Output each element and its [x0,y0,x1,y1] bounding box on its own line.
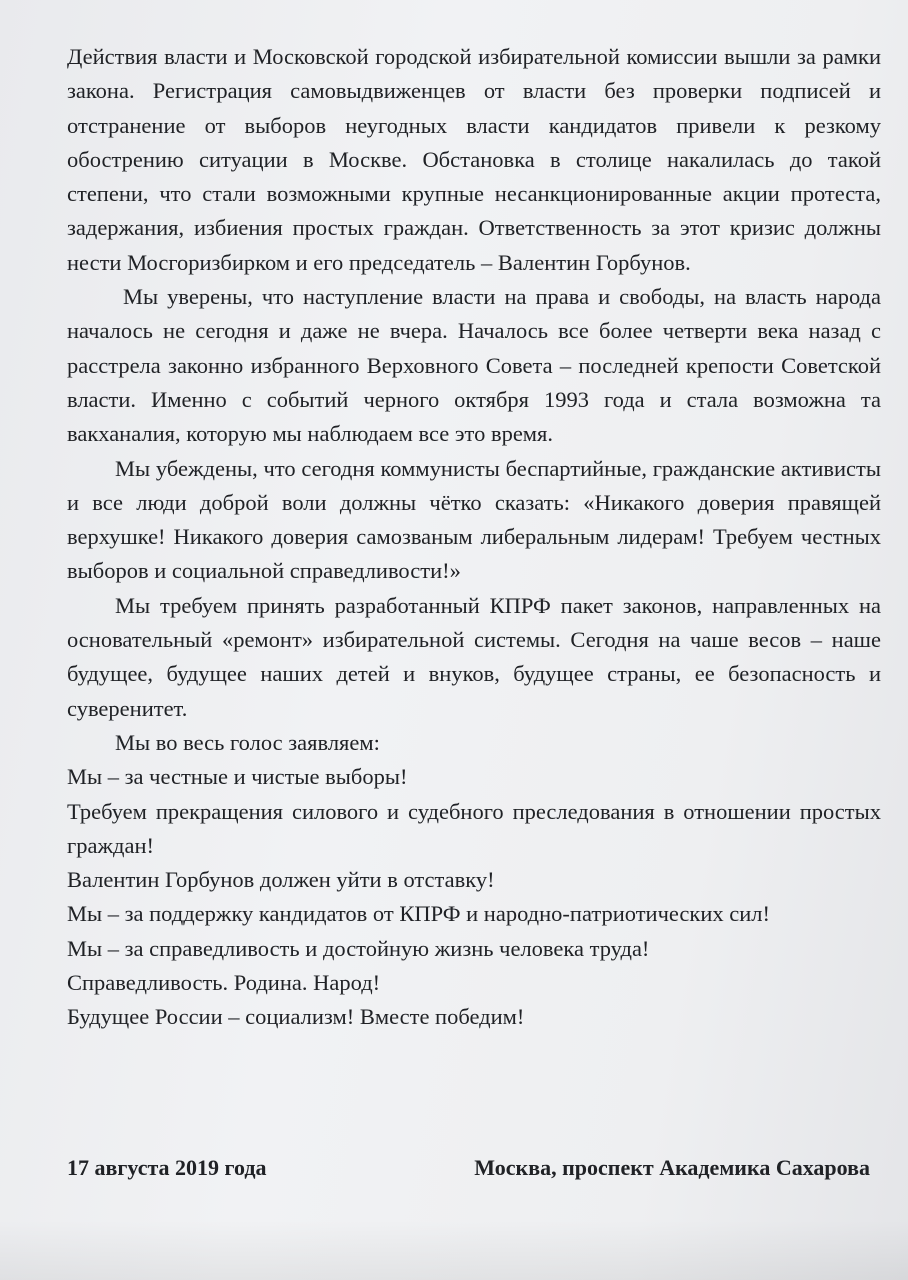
slogan-stop-persecution: Требуем прекращения силового и судебного преследования в отношении простых граждан! [67,798,881,858]
paragraph-demands: Мы требуем принять разработанный КПРФ пакет законов, направленных на основательный «ремонт» избирательной системы. Сегодня на чаше весов – наше будущее, будущее наших детей и внуков, будущее страны, ее безопасность и суверенитет. [67,592,881,721]
slogan-justice: Мы – за справедливость и достойную жизнь человека труда! [67,935,650,961]
paragraph-declaration: Мы во весь голос заявляем: [115,729,380,755]
resolution-body [67,40,881,1035]
paragraph-history: Мы уверены, что наступление власти на права и свободы, на власть народа началось не сегодня и даже не вчера. Началось все более четверти века назад с расстрела законно избранного Верховного Совета – последней крепости Советской власти. Именно с событий черного октября 1993 года и стала возможна та вакханалия, которую мы наблюдаем все это время. [67,284,881,447]
slogan-socialism: Будущее России – социализм! Вместе победим! [67,1004,525,1030]
signature-date: 17 августа 2019 года [67,1155,267,1180]
paragraph-violations: Действия власти и Московской городской избирательной комиссии вышли за рамки закона. Регистрация самовыдвиженцев от власти без проверки подписей и отстранение от выборов неугодных власти кандидатов привели к резкому обострению ситуации в Москве. Обстановка в столице накалилась до такой степени, что стали возможными крупные несанкционированные акции протеста, задержания, избиения простых граждан. Ответственность за этот кризис должны нести Мосгоризбирком и его председатель – Валентин Горбунов. [67,44,881,275]
slogan-fair-elections: Мы – за честные и чистые выборы! [67,764,408,790]
signature-place: Москва, проспект Академика Сахарова [474,1155,870,1180]
slogan-motto: Справедливость. Родина. Народ! [67,970,381,996]
paragraph-no-trust: Мы убеждены, что сегодня коммунисты беспартийные, гражданские активисты и все люди доброй воли должны чётко сказать: «Никакого доверия правящей верхушке! Никакого доверия самозваным либеральным лидерам! Требуем честных выборов и социальной справедливости!» [67,455,881,584]
slogan-support-candidates: Мы – за поддержку кандидатов от КПРФ и народно-патриотических сил! [67,901,771,927]
slogan-resignation: Валентин Горбунов должен уйти в отставку! [67,867,495,893]
